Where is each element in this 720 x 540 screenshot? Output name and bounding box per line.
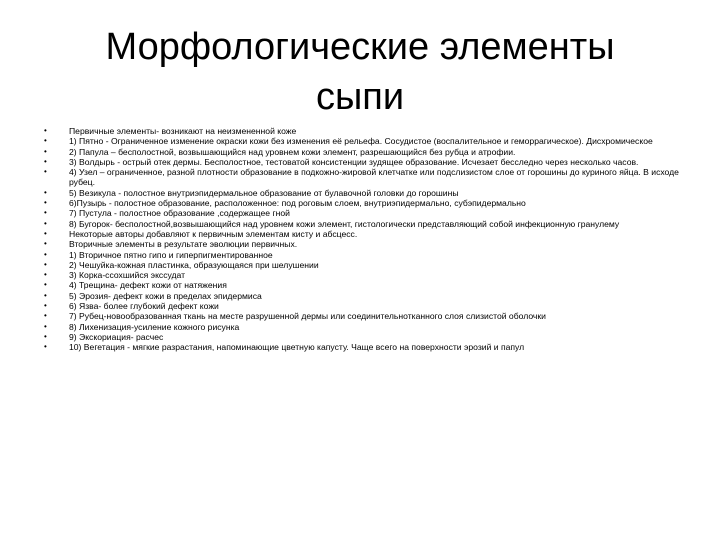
list-item: • 1) Пятно - Ограниченное изменение окраски кожи без изменения её рельефа. Сосудистое (воспалительное и геморрагическое). Дисхромическое	[44, 136, 680, 146]
slide-title-line-1: Морфологические элементы	[105, 26, 615, 68]
list-item: • 8) Бугорок- бесполостной,возвышающийся над уровнем кожи элемент, гистологически представляющий собой инфекционную гранулему	[44, 219, 680, 229]
list-item: • 2) Чешуйка-кожная пластинка, образующаяся при шелушении	[44, 260, 680, 270]
list-item: • 5) Везикула - полостное внутриэпидермальное образование от булавочной головки до горошины	[44, 188, 680, 198]
list-item: • Некоторые авторы добавляют к первичным элементам кисту и абсцесс.	[44, 229, 680, 239]
list-item: • 3) Волдырь - острый отек дермы. Бесполостное, тестоватой консистенции зудящее образование. Исчезает бесследно через несколько часов.	[44, 157, 680, 167]
list-item: • 1) Вторичное пятно гипо и гиперпигментированное	[44, 250, 680, 260]
slide-title	[60, 22, 660, 122]
list-item: • 7) Рубец-новообразованная ткань на месте разрушенной дермы или соединительнотканного слоя слизистой оболочки	[44, 311, 680, 321]
list-item: • 3) Корка-ссохшийся экссудат	[44, 270, 680, 280]
list-item: • 8) Лихенизация-усиление кожного рисунка	[44, 322, 680, 332]
list-item: • 4) Узел – ограниченное, разной плотности образование в подкожно-жировой клетчатке или подслизистом слое от горошины до куриного яйца. В исходе рубец.	[44, 167, 680, 188]
list-item: • 6) Язва- более глубокий дефект кожи	[44, 301, 680, 311]
list-item: • 5) Эрозия- дефект кожи в пределах эпидермиса	[44, 291, 680, 301]
list-item: • Вторичные элементы в результате эволюции первичных.	[44, 239, 680, 249]
list-item: • 10) Вегетация - мягкие разрастания, напоминающие цветную капусту. Чаще всего на поверхности эрозий и папул	[44, 342, 680, 352]
list-item: • 6)Пузырь - полостное образование, расположенное: под роговым слоем, внутриэпидермально, субэпидермально	[44, 198, 680, 208]
bullet-list	[44, 126, 680, 353]
list-item: • 4) Трещина- дефект кожи от натяжения	[44, 280, 680, 290]
list-item: • Первичные элементы- возникают на неизмененной коже	[44, 126, 680, 136]
list-item: • 7) Пустула - полостное образование ,содержащее гной	[44, 208, 680, 218]
slide-title-line-2: сыпи	[315, 76, 405, 118]
list-item: • 9) Экскориация- расчес	[44, 332, 680, 342]
list-item: • 2) Папула – бесполостной, возвышающийся над уровнем кожи элемент, разрешающийся без рубца и атрофии.	[44, 147, 680, 157]
